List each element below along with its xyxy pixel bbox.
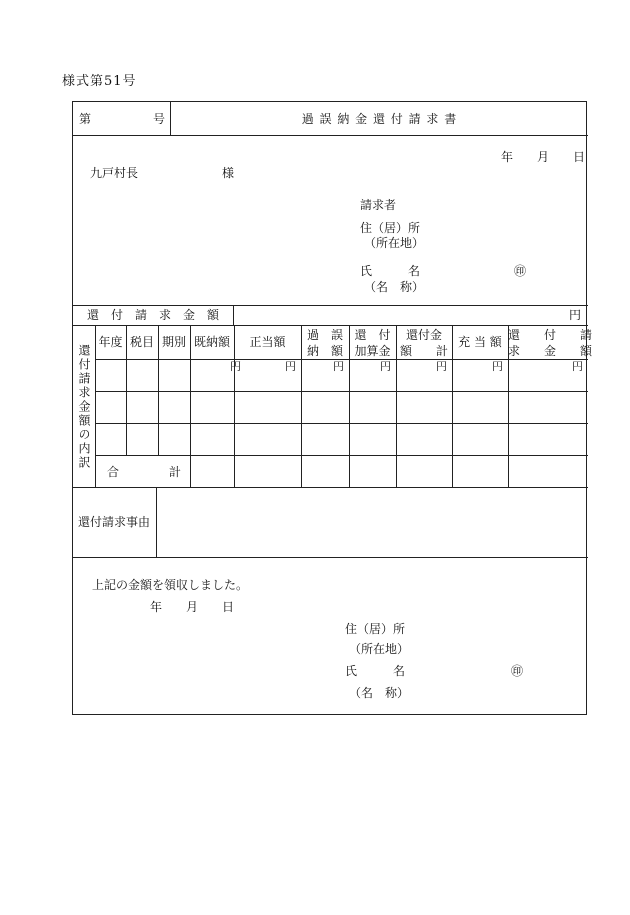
receipt-name-label: 氏 名 [345, 664, 406, 678]
header-tax-item: 税目 [129, 335, 154, 349]
form-number: 様式第51号 [62, 74, 137, 89]
header-addition-line2: 加算金 [354, 344, 391, 358]
number-suffix: 号 [153, 112, 166, 126]
unit-yen-paid: 円 [230, 360, 241, 373]
breakdown-bottom-rule [73, 487, 588, 488]
breakdown-row-rule [95, 423, 588, 424]
requester-address-label: 住（居）所 [360, 221, 421, 235]
addressee-honorific: 様 [222, 166, 235, 180]
header-claim-line1: 還 付 請 [508, 328, 593, 342]
unit-yen-appropriation: 円 [492, 360, 503, 373]
amount-bottom-rule [73, 325, 588, 326]
total-label-right: 計 [169, 465, 182, 479]
receipt-day-label: 日 [222, 600, 235, 614]
total-label-left: 合 [107, 465, 120, 479]
column-divider [190, 325, 191, 487]
requester-name-alt: （名 称） [364, 280, 425, 294]
amount-label-divider [233, 305, 234, 325]
receipt-address-alt: （所在地） [349, 642, 410, 656]
breakdown-side-divider [95, 325, 96, 487]
form-title: 過 誤 納 金 還 付 請 求 書 [301, 112, 458, 126]
unit-yen-claim: 円 [572, 360, 583, 373]
header-refund-total-line2: 額 計 [399, 344, 448, 358]
header-correct-amount: 正当額 [249, 335, 286, 349]
header-claim-line2: 求 金 額 [508, 344, 593, 358]
unit-yen-correct: 円 [285, 360, 296, 373]
header-divider [73, 135, 588, 136]
header-paid-amount: 既納額 [193, 335, 230, 349]
reason-divider [156, 487, 157, 557]
receipt-statement: 上記の金額を領収しました。 [92, 578, 249, 592]
receipt-name-alt: （名 称） [349, 686, 410, 700]
amount-unit: 円 [568, 308, 581, 322]
column-divider [234, 325, 235, 487]
amount-label: 還 付 請 求 金 額 [86, 308, 219, 322]
header-year: 年度 [98, 335, 123, 349]
requester-address-alt: （所在地） [364, 236, 425, 250]
requester-seal-mark: ㊞ [514, 264, 527, 278]
header-overpaid-line1: 過 誤 [306, 328, 343, 342]
breakdown-row-rule [95, 391, 588, 392]
header-appropriation: 充 当 額 [458, 335, 502, 349]
breakdown-total-rule [95, 455, 588, 456]
date-month-label: 月 [537, 150, 550, 164]
receipt-seal-mark: ㊞ [511, 664, 524, 678]
header-addition-line1: 還 付 [354, 328, 391, 342]
receipt-year-label: 年 [150, 600, 163, 614]
unit-yen-refund-total: 円 [436, 360, 447, 373]
header-overpaid-line2: 納 額 [306, 344, 343, 358]
requester-label: 請求者 [360, 198, 397, 212]
amount-top-rule [73, 305, 588, 306]
receipt-address-label: 住（居）所 [345, 622, 406, 636]
reason-label: 還付請求事由 [78, 515, 151, 529]
reason-bottom-rule [73, 557, 588, 558]
addressee-name: 九戸村長 [90, 166, 139, 180]
receipt-month-label: 月 [186, 600, 199, 614]
unit-yen-addition: 円 [380, 360, 391, 373]
column-divider [452, 325, 453, 487]
number-prefix: 第 [79, 112, 92, 126]
requester-name-label: 氏 名 [360, 264, 421, 278]
date-year-label: 年 [501, 150, 514, 164]
header-period: 期別 [161, 335, 186, 349]
unit-yen-overpaid: 円 [333, 360, 344, 373]
refund-request-form [72, 101, 593, 715]
breakdown-side-label: 還付請求金額の内訳 [77, 344, 91, 470]
date-day-label: 日 [573, 150, 586, 164]
header-refund-total-line1: 還付金 [405, 328, 442, 342]
